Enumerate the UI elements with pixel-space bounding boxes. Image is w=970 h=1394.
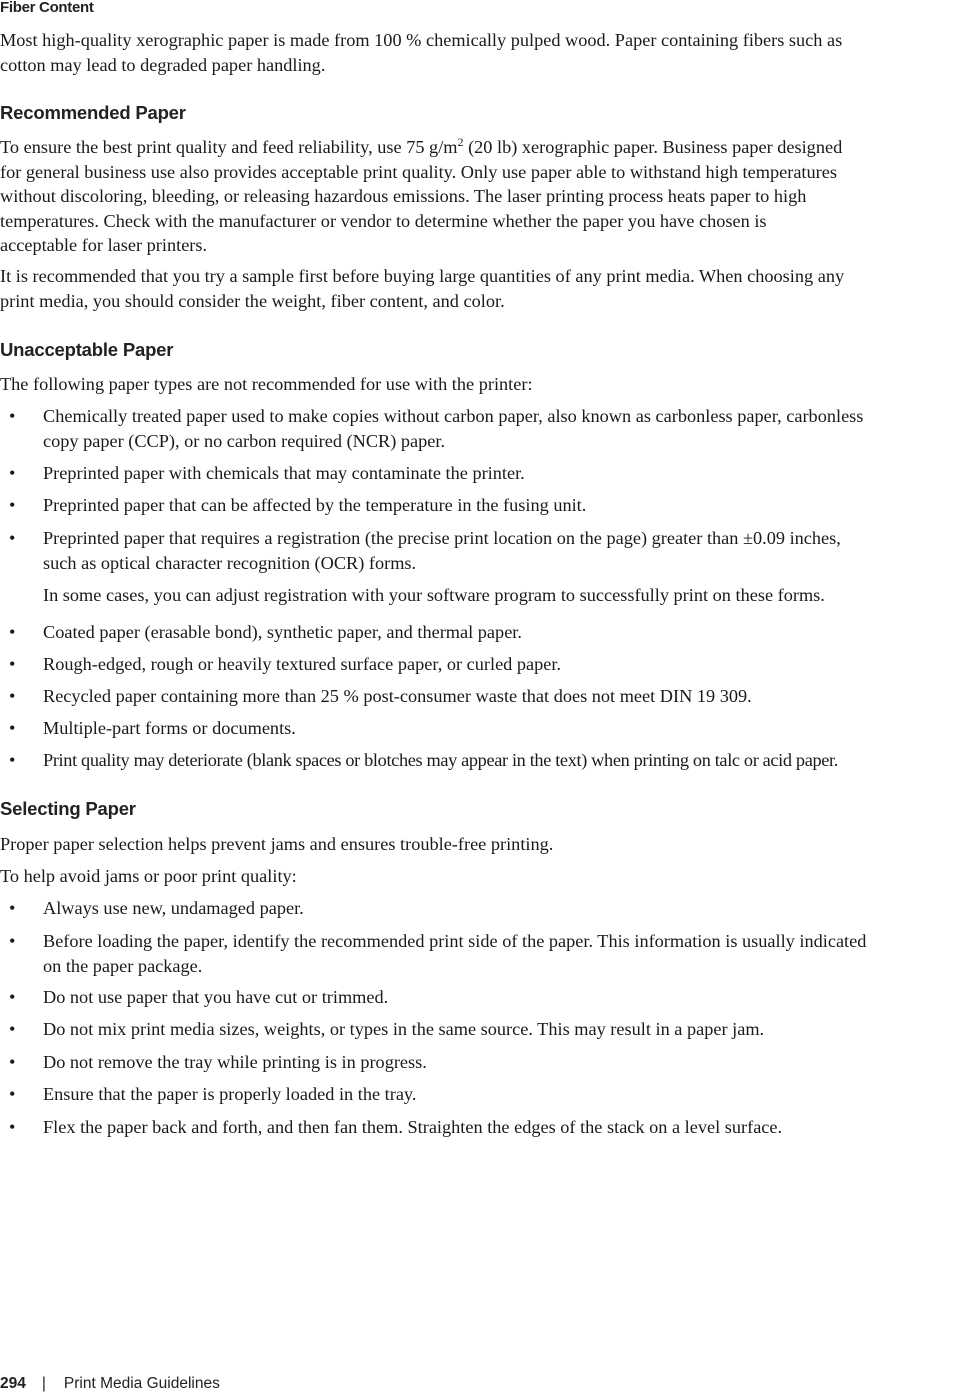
bullet-icon: • xyxy=(9,406,16,426)
recommended-paper-heading: Recommended Paper xyxy=(0,102,186,123)
unacceptable-paper-intro: The following paper types are not recommended for use with the printer: xyxy=(0,374,533,394)
fiber-content-heading: Fiber Content xyxy=(0,0,94,16)
bullet-icon: • xyxy=(9,528,16,548)
bullet-icon: • xyxy=(9,622,16,642)
fiber-content-paragraph xyxy=(0,28,970,77)
bullet-icon: • xyxy=(9,931,16,951)
paragraph-line: temperatures. Check with the manufacturer or vendor to determine whether the paper you have chosen is xyxy=(0,210,767,231)
bullet-icon: • xyxy=(9,750,16,770)
bullet-icon: • xyxy=(9,495,16,515)
paragraph-line: for general business use also provides acceptable print quality. Only use paper able to withstand high temperatures xyxy=(0,161,837,182)
recommended-paper-paragraph-2 xyxy=(0,264,970,313)
bullet-icon: • xyxy=(9,1117,16,1137)
paragraph-line: acceptable for laser printers. xyxy=(0,235,208,255)
bullet-icon: • xyxy=(9,463,16,483)
bullet-icon: • xyxy=(9,987,16,1007)
paragraph-line: It is recommended that you try a sample first before buying large quantities of any print media. When choosing any xyxy=(0,266,845,286)
page-footer xyxy=(0,1374,220,1394)
footer-separator: | xyxy=(41,1375,46,1392)
bullet-icon: • xyxy=(9,686,16,706)
selecting-paper-paragraph-2: To help avoid jams or poor print quality: xyxy=(0,866,297,886)
superscript-2: 2 xyxy=(457,135,464,149)
unacceptable-paper-heading: Unacceptable Paper xyxy=(0,339,174,360)
selecting-paper-paragraph-1: Proper paper selection helps prevent jams and ensures trouble-free printing. xyxy=(0,834,554,854)
bullet-icon: • xyxy=(9,1052,16,1072)
paragraph-line: cotton may lead to degraded paper handling. xyxy=(0,54,326,75)
recommended-paper-paragraph-1 xyxy=(0,135,970,258)
selecting-paper-heading: Selecting Paper xyxy=(0,798,136,819)
bullet-icon: • xyxy=(9,1084,16,1104)
footer-section-title: Print Media Guidelines xyxy=(63,1375,220,1392)
bullet-icon: • xyxy=(9,718,16,738)
bullet-icon: • xyxy=(9,654,16,674)
bullet-icon: • xyxy=(9,898,16,918)
bullet-icon: • xyxy=(9,1019,16,1039)
paragraph-line: without discoloring, bleeding, or releasing hazardous emissions. The laser printing process heats paper to high xyxy=(0,186,807,206)
registration-note: In some cases, you can adjust registration with your software program to successfully print on these forms. xyxy=(43,585,825,605)
paragraph-line: Most high-quality xerographic paper is made from 100 % chemically pulped wood. Paper containing fibers such as xyxy=(0,30,843,50)
paragraph-line: To ensure the best print quality and feed reliability, use 75 $g/m^2$ (20 lb) xerographic paper. Business paper designed xyxy=(0,135,843,157)
page-number: 294 xyxy=(0,1375,26,1392)
paragraph-line: print media, you should consider the weight, fiber content, and color. xyxy=(0,290,505,311)
